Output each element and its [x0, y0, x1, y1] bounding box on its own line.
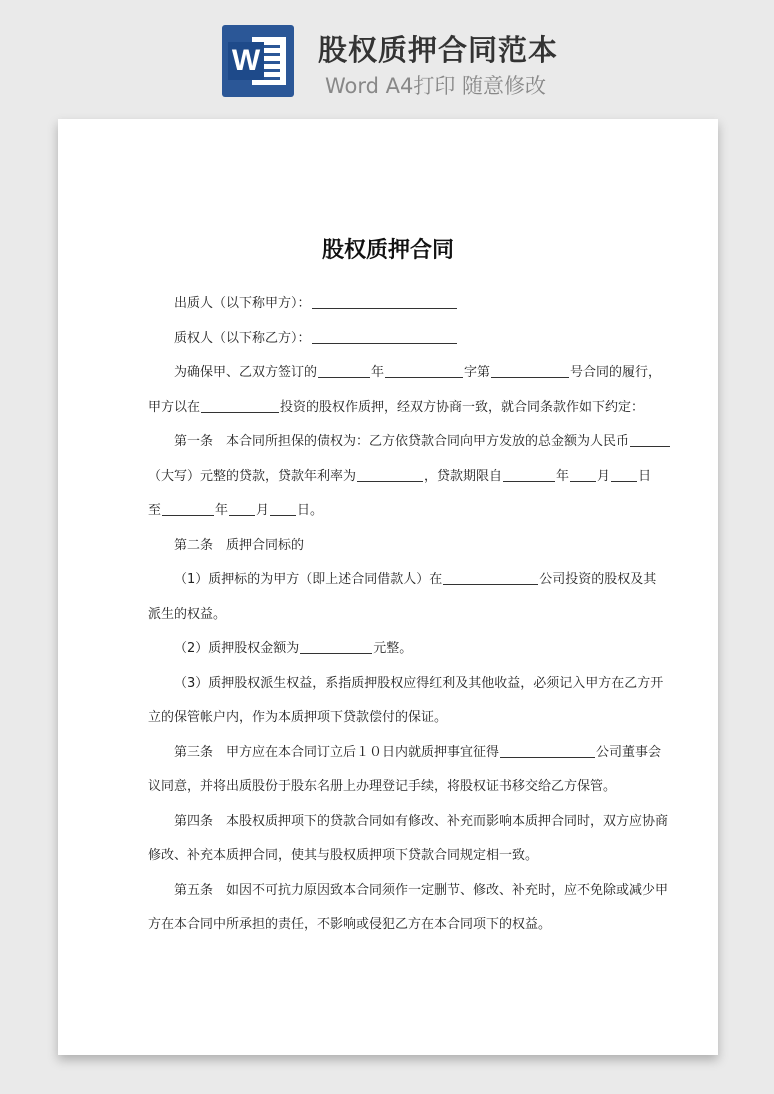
fill-in-blank[interactable] — [500, 743, 595, 758]
fill-in-blank[interactable] — [162, 501, 214, 516]
line-text: 质权人（以下称乙方）： — [174, 330, 311, 346]
document-line — [148, 632, 664, 666]
line-text: （1）质押标的为甲方（即上述合同借款人）在 — [174, 572, 443, 587]
document-line — [148, 322, 664, 356]
line-text: 出质人（以下称甲方）： — [174, 296, 311, 311]
document-line — [148, 805, 669, 839]
fill-in-blank[interactable] — [357, 467, 423, 482]
line-text: 元整。 — [373, 641, 413, 656]
document-line — [148, 425, 664, 459]
document-line — [148, 460, 652, 494]
line-text: 至 — [148, 503, 162, 518]
document-line — [148, 701, 638, 735]
document-page — [58, 119, 718, 1055]
line-text: 派生的权益。 — [148, 606, 227, 622]
line-text: 第四条 本股权质押项下的贷款合同如有修改、补充而影响本质押合同时，双方应协商 — [174, 813, 669, 829]
document-line — [148, 908, 638, 942]
line-text: 日 — [638, 468, 652, 484]
line-text: 号合同的履行， — [570, 365, 662, 380]
line-text: 日。 — [297, 503, 324, 518]
line-text: 年 — [215, 503, 229, 518]
document-line — [148, 874, 669, 908]
document-line — [148, 529, 664, 563]
document-line — [148, 839, 638, 873]
document-line — [148, 563, 664, 597]
banner-title: 股权质押合同范本 — [318, 33, 559, 67]
line-text: 公司董事会 — [596, 744, 662, 760]
line-text: 第二条 质押合同标的 — [174, 537, 305, 553]
line-text: 甲方以在 — [148, 399, 201, 415]
line-text: 年 — [371, 365, 385, 380]
fill-in-blank[interactable] — [570, 467, 596, 482]
document-title: 股权质押合同 — [321, 238, 454, 263]
document-line — [148, 667, 664, 701]
line-text: 为确保甲、乙双方签订的 — [174, 365, 318, 380]
document-line — [148, 356, 664, 390]
line-text: 月 — [597, 468, 611, 484]
fill-in-blank[interactable] — [229, 501, 255, 516]
fill-in-blank[interactable] — [300, 639, 372, 654]
word-document-icon — [222, 25, 294, 97]
document-line — [148, 598, 638, 632]
fill-in-blank[interactable] — [503, 467, 555, 482]
line-text: 第一条 本合同所担保的债权为：乙方依贷款合同向甲方发放的总金额为人民币 — [174, 434, 630, 449]
line-text: 投资的股权作质押，经双方协商一致，就合同条款作如下约定： — [280, 399, 645, 415]
word-icon-letter: W — [228, 42, 264, 80]
fill-in-blank[interactable] — [312, 329, 457, 344]
fill-in-blank[interactable] — [312, 294, 457, 309]
fill-in-blank[interactable] — [201, 398, 279, 413]
fill-in-blank[interactable] — [385, 363, 463, 378]
line-text: 第三条 甲方应在本合同订立后１０日内就质押事宜征得 — [174, 744, 500, 760]
line-text: 第五条 如因不可抗力原因致本合同须作一定删节、修改、补充时，应不免除或减少甲 — [174, 882, 669, 898]
line-text: 议同意，并将出质股份于股东名册上办理登记手续，将股权证书移交给乙方保管。 — [148, 779, 617, 794]
banner-subtitle: Word A4打印 随意修改 — [325, 74, 547, 98]
document-line — [148, 391, 645, 425]
banner-header — [0, 0, 774, 118]
line-text: （大写）元整的贷款，贷款年利率为 — [148, 468, 357, 484]
line-text: （2）质押股权金额为 — [174, 641, 300, 656]
line-text: 方在本合同中所承担的责任，不影响或侵犯乙方在本合同项下的权益。 — [148, 917, 552, 932]
line-text: （3）质押股权派生权益，系指质押股权应得红利及其他收益，必须记入甲方在乙方开 — [174, 675, 664, 691]
line-text: 立的保管帐户内，作为本质押项下贷款偿付的保证。 — [148, 710, 448, 725]
document-line — [148, 494, 638, 528]
fill-in-blank[interactable] — [491, 363, 569, 378]
fill-in-blank[interactable] — [630, 432, 670, 447]
document-line — [148, 287, 664, 321]
line-text: 字第 — [464, 365, 491, 380]
fill-in-blank[interactable] — [443, 570, 538, 585]
fill-in-blank[interactable] — [611, 467, 637, 482]
line-text: 月 — [256, 503, 270, 518]
line-text: 年 — [556, 468, 570, 484]
document-line — [148, 770, 638, 804]
fill-in-blank[interactable] — [270, 501, 296, 516]
line-text: 修改、补充本质押合同，使其与股权质押项下贷款合同规定相一致。 — [148, 848, 539, 863]
fill-in-blank[interactable] — [318, 363, 370, 378]
line-text: 公司投资的股权及其 — [539, 572, 657, 587]
document-line — [148, 736, 664, 770]
line-text: ，贷款期限自 — [424, 468, 503, 484]
